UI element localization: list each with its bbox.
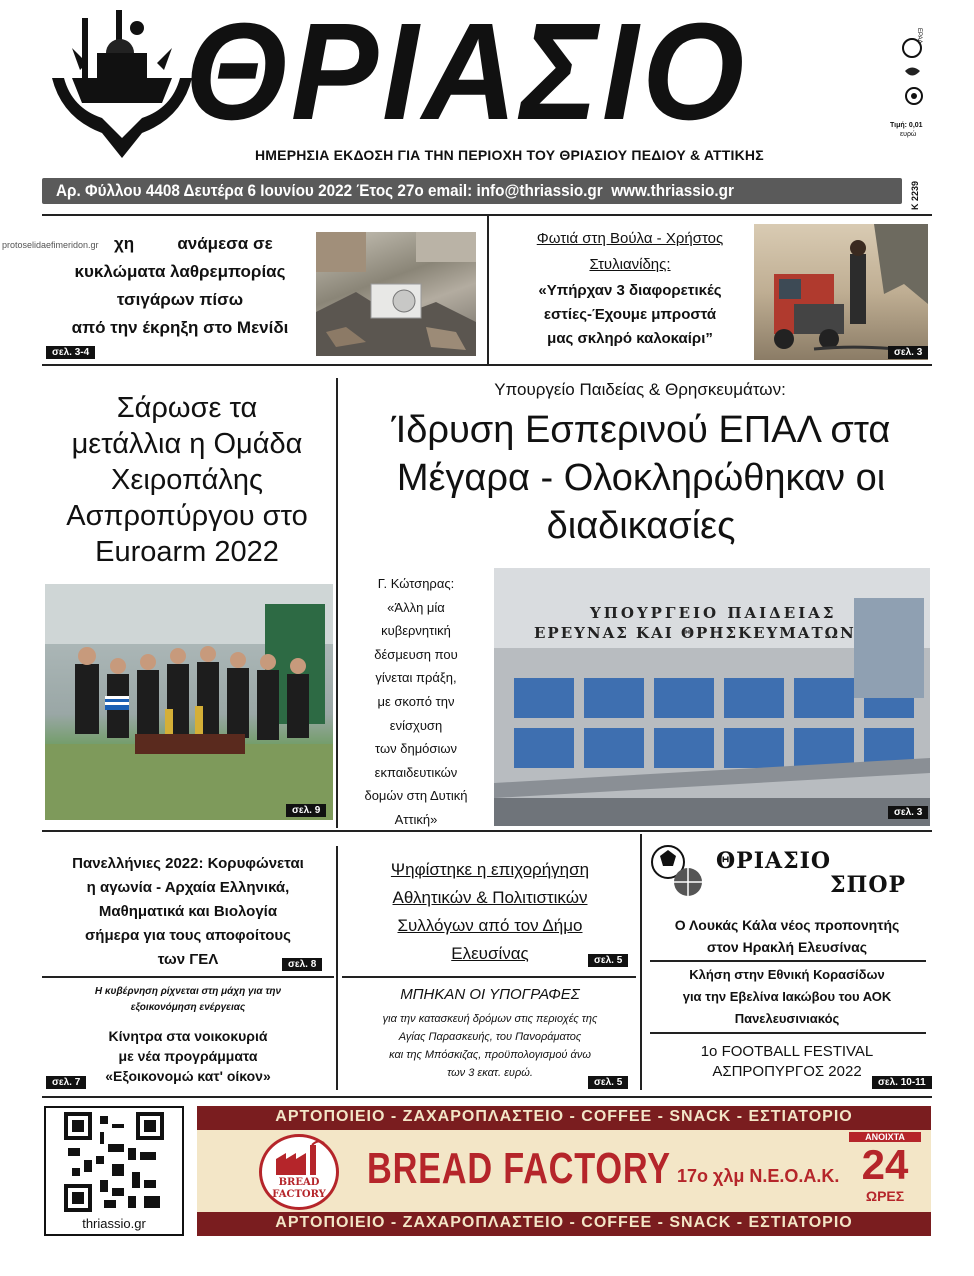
ad-open: ΑΝΟΙΧΤΑ (849, 1132, 921, 1142)
explosion-photo (316, 232, 476, 356)
energy-kicker2: εξοικονόμηση ενέργειας (130, 1002, 246, 1013)
sport-logo (646, 842, 926, 898)
story-top-right-quote1: «Υπήρχαν 3 διαφορετικές (538, 282, 722, 299)
grant-line3: Συλλόγων από τον Δήμο (397, 916, 583, 935)
energy-headline3: «Εξοικονομώ κατ' οίκον» (105, 1068, 271, 1084)
roads-kicker: ΜΠΗΚΑΝ ΟΙ ΥΠΟΓΡΑΦΕΣ (400, 986, 580, 1003)
energy-page: σελ. 7 (46, 1076, 86, 1089)
middle-row-bottom-divider (42, 830, 932, 832)
exams-page: σελ. 8 (282, 958, 322, 971)
sport-item1-line1: Ο Λουκάς Κάλα νέος προπονητής (674, 917, 900, 933)
ad-band-bottom-text: ΑΡΤΟΠΟΙΕΙΟ - ΖΑΧΑΡΟΠΛΑΣΤΕΙΟ - COFFEE - SNACK - ΕΣΤΙΑΤΟΡΙΟ (275, 1214, 853, 1231)
ad-logo (259, 1134, 339, 1210)
story-top-left-prefix: χη (114, 234, 135, 253)
factory-icon (262, 1139, 336, 1179)
story-top-left-line4: από την έκρηξη στο Μενίδι (71, 318, 289, 337)
main-quote-line: με σκοπό την (377, 693, 455, 709)
price-currency: ευρώ (900, 131, 917, 138)
main-headline1: Ίδρυση Εσπερινού ΕΠΑΛ στα (391, 409, 891, 451)
qr-box[interactable] (44, 1106, 184, 1236)
main-quote-line: εκπαιδευτικών (374, 764, 458, 780)
grant-bottom-divider (342, 976, 636, 978)
top-row-divider (487, 216, 489, 364)
sport-left-line1: Σάρωσε τα (116, 392, 258, 424)
roads-body2: Αγίας Παρασκευής, του Πανοράματος (398, 1031, 582, 1043)
story-top-left-line3: τσιγάρων πίσω (116, 290, 244, 309)
lower-left-divider (336, 846, 338, 1090)
sport-item2-line2: για την Εβελίνα Ιακώβου του ΑΟΚ (682, 989, 892, 1004)
roads-body3: και της Μπόσκιζας, προϋπολογισμού άνω (389, 1049, 591, 1061)
info-bar-text: Αρ. Φύλλου 4408 Δευτέρα 6 Ιουνίου 2022 Έτος 27ο email: info@thriassio.gr www.thriassio.gr (56, 181, 734, 200)
sport-item3-line2: ΑΣΠΡΟΠΥΡΓΟΣ 2022 (712, 1063, 862, 1080)
main-quote-line: ενίσχυση (389, 717, 443, 733)
ministry-sign-line2: ΕΡΕΥΝΑΣ ΚΑΙ ΘΡΗΣΚΕΥΜΑΤΩΝ (534, 624, 856, 642)
sport-left-page: σελ. 9 (286, 804, 326, 817)
exams-line3: Μαθηματικά και Βιολογία (98, 903, 278, 920)
main-headline3: διαδικασίες (546, 505, 736, 547)
sport-left-line3: Χειροπάλης (111, 464, 263, 496)
exams-line4: σήμερα για τους αποφοίτους (85, 927, 291, 944)
energy-headline1: Κίνητρα στα νοικοκυριά (108, 1028, 268, 1044)
ad-hours-label: ΩΡΕΣ (865, 1188, 905, 1204)
sport-left-line5: Euroarm 2022 (95, 536, 279, 568)
middle-row-divider (336, 378, 338, 828)
story-top-left-line1: ανάμεσα σε (177, 234, 273, 253)
main-quote-line: γίνεται πράξη, (375, 670, 457, 686)
roads-body4: των 3 εκατ. ευρώ. (447, 1067, 533, 1079)
story-top-right-kicker1: Φωτιά στη Βούλα - Χρήστος (536, 230, 724, 247)
watermark: protoselidaefimeridon.gr (2, 240, 99, 250)
masthead-logo (42, 8, 202, 158)
exams-line5: των ΓΕΛ (157, 951, 219, 968)
ad-logo-line2: FACTORY (272, 1189, 326, 1200)
sport-left-line2: μετάλλια η Ομάδα (71, 428, 303, 460)
ad-hours: 24 (861, 1141, 909, 1188)
main-kicker: Υπουργείο Παιδείας & Θρησκευμάτων: (494, 380, 786, 399)
lower-right-divider (640, 834, 642, 1090)
story-top-right-quote3: μας σκληρό καλοκαίρι” (547, 330, 713, 347)
ad-brand: BREAD FACTORY (367, 1144, 671, 1193)
grant-line2: Αθλητικών & Πολιτιστικών (392, 888, 588, 907)
qr-code-icon (64, 1112, 164, 1212)
price-label: Τιμή: 0,01 (890, 122, 923, 129)
sport-logo-word2: ΣΠΟΡ (830, 872, 907, 898)
ad-band-top-text: ΑΡΤΟΠΟΙΕΙΟ - ΖΑΧΑΡΟΠΛΑΣΤΕΙΟ - COFFEE - SNACK - ΕΣΤΙΑΤΟΡΙΟ (275, 1108, 853, 1125)
story-top-right-kicker2: Στυλιανίδης: (589, 256, 671, 273)
story-top-right-page: σελ. 3 (888, 346, 928, 359)
roads-page: σελ. 5 (588, 1076, 628, 1089)
energy-headline2: με νέα προγράμματα (118, 1048, 258, 1064)
story-top-left-page: σελ. 3-4 (46, 346, 95, 359)
main-quote-line: δέσμευση που (374, 646, 458, 662)
main-quote-line: δομών στη Δυτική (364, 788, 468, 804)
exams-bottom-divider (42, 976, 334, 978)
grant-line1: Ψηφίστηκε η επιχορήγηση (390, 860, 590, 879)
main-quote-line: κυβερνητική (381, 623, 451, 639)
ad-location: 17ο χλμ Ν.Ε.Ο.Α.Κ. (677, 1166, 840, 1186)
sport-item-divider (650, 960, 926, 962)
main-quote-line: των δημόσιων (375, 741, 457, 757)
story-top-right-quote2: εστίες-Έχουμε μπροστά (543, 306, 717, 323)
sport-item2-line1: Κλήση στην Εθνική Κορασίδων (689, 967, 885, 982)
sport-item3-line1: 1ο FOOTBALL FESTIVAL (700, 1043, 874, 1060)
masthead-subtitle: ΗΜΕΡΗΣΙΑ ΕΚΔΟΣΗ ΓΙΑ ΤΗΝ ΠΕΡΙΟΧΗ ΤΟΥ ΘΡΙΑΣΙΟΥ ΠΕΔΙΟΥ & ΑΤΤΙΚΗΣ (255, 147, 764, 163)
bread-factory-ad[interactable] (197, 1106, 931, 1236)
energy-kicker1: Η κυβέρνηση ρίχνεται στη μάχη για την (94, 986, 282, 997)
ministry-photo (494, 568, 930, 826)
masthead-title: ΘΡΙΑΣΙΟ (185, 0, 748, 149)
top-row-bottom-divider (42, 364, 932, 366)
price-badge (890, 28, 936, 138)
footer-divider (42, 1096, 932, 1098)
main-page: σελ. 3 (888, 806, 928, 819)
sport-item-divider (650, 1032, 926, 1034)
roads-body1: για την κατασκευή δρόμων στις περιοχές της (382, 1013, 598, 1025)
grant-page: σελ. 5 (588, 954, 628, 967)
sport-box-page: σελ. 10-11 (872, 1076, 932, 1089)
exams-line1: Πανελλήνιες 2022: Κορυφώνεται (72, 855, 304, 872)
qr-caption: thriassio.gr (82, 1216, 146, 1231)
sport-item1-line2: στον Ηρακλή Ελευσίνας (706, 939, 868, 955)
grant-line4: Ελευσίνας (451, 944, 529, 963)
sport-left-line4: Ασπροπύργου στο (66, 500, 308, 532)
story-top-left-line2: κυκλώματα λαθρεμπορίας (74, 262, 286, 281)
ministry-sign-line1: ΥΠΟΥΡΓΕΙΟ ΠΑΙΔΕΙΑΣ (590, 604, 837, 622)
ad-hours-badge (849, 1132, 921, 1210)
badge-text: ΕΡΑΔ (916, 28, 922, 44)
main-quote-line: Αττική» (394, 811, 438, 827)
fire-photo (754, 224, 928, 360)
main-quote-line: Γ. Κώτσηρας: (377, 576, 455, 591)
exams-line2: η αγωνία - Αρχαία Ελληνικά, (86, 879, 290, 896)
sport-logo-word1: ΘΡΙΑΣΙΟ (716, 848, 832, 874)
main-headline2: Μέγαρα - Ολοκληρώθηκαν οι (396, 457, 886, 499)
ball-icon (646, 842, 706, 898)
main-quote-line: «Άλλη μία (387, 599, 445, 615)
main-quote (346, 572, 486, 832)
badge-logo-icon (900, 36, 930, 116)
sport-item2-line3: Πανελευσινιακός (734, 1011, 840, 1026)
team-photo (45, 584, 333, 820)
ad-logo-line1: BREAD (278, 1177, 320, 1188)
issue-code: Κ 2239 (910, 180, 920, 210)
